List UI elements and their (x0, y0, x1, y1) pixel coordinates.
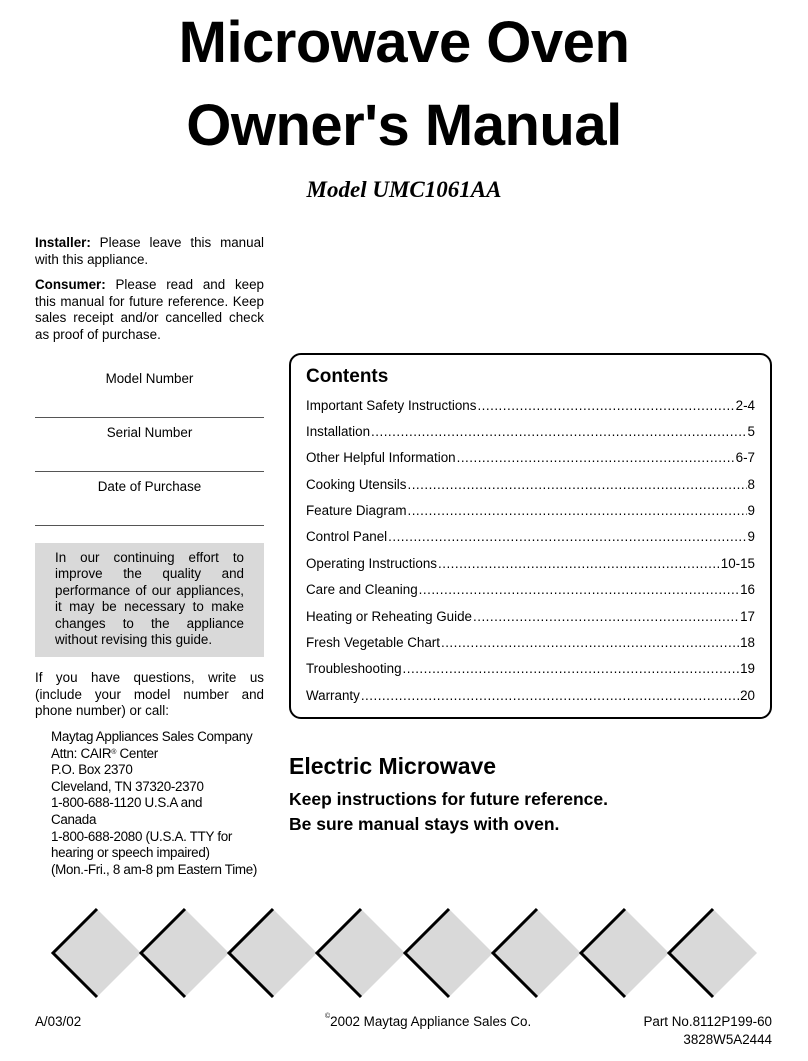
title-line-2: Owner's Manual (186, 93, 622, 158)
toc-item: Warranty ..... 20 (306, 688, 755, 706)
footer-part-number: Part No.8112P199-60 (643, 1014, 772, 1029)
diamond-icon (581, 909, 669, 997)
toc-item: Fresh Vegetable Chart ..... 18 (306, 635, 755, 653)
diamond-icon (53, 909, 141, 997)
contents-title: Contents (306, 366, 389, 387)
date-of-purchase-label: Date of Purchase (97, 479, 202, 494)
registered-mark: ® (111, 748, 117, 756)
model-number-heading: Model UMC1061AA (306, 177, 502, 202)
product-heading: Electric Microwave (289, 753, 497, 779)
serial-number-label: Serial Number (106, 425, 193, 440)
toc-item: Operating Instructions ..... 10-15 (306, 556, 755, 574)
address-line: 1-800-688-2080 (U.S.A. TTY for (51, 828, 233, 844)
consumer-text: Please read and keep this manual for future reference. Keep sales receipt and/or cancelled check as proof of purchase. (35, 277, 264, 342)
address-line: (Mon.-Fri., 8 am-8 pm Eastern Time) (51, 861, 258, 877)
toc-item: Control Panel ..... 9 (306, 529, 755, 547)
footer-code: 3828W5A2444 (683, 1032, 772, 1047)
footer-date-code: A/03/02 (35, 1014, 82, 1029)
address-line: Cleveland, TN 37320-2370 (51, 778, 204, 794)
address-line: 1-800-688-1120 U.S.A and (51, 795, 203, 811)
model-number-line (35, 417, 264, 418)
notice-box (35, 543, 264, 657)
keep-instructions-line-2: Be sure manual stays with oven. (289, 814, 560, 834)
footer-copyright: ©2002 Maytag Appliance Sales Co. (325, 1013, 532, 1029)
toc-item: Troubleshooting ..... 19 (306, 661, 755, 679)
address-line: hearing or speech impaired) (51, 845, 210, 861)
installer-text: Please leave this manual with this appliance. (35, 235, 264, 267)
questions-text: If you have questions, write us (include your model number and phone number) or call: (35, 670, 264, 719)
copyright-symbol: © (325, 1013, 331, 1020)
keep-instructions-line-1: Keep instructions for future reference. (289, 789, 608, 809)
toc-item: Other Helpful Information ..... 6-7 (306, 450, 755, 468)
address-line: Attn: CAIR® Center (51, 745, 158, 761)
toc-item: Cooking Utensils ..... 8 (306, 477, 755, 495)
date-of-purchase-line (35, 525, 264, 526)
installer-note (35, 235, 264, 268)
installer-label: Installer: (35, 235, 91, 250)
title-line-1: Microwave Oven (178, 10, 630, 75)
diamond-icon (141, 909, 229, 997)
address-line: Maytag Appliances Sales Company (51, 729, 253, 744)
toc-item: Care and Cleaning ..... 16 (306, 582, 755, 600)
address-line: P.O. Box 2370 (51, 762, 133, 778)
serial-number-line (35, 471, 264, 472)
toc-item: Installation ..... 5 (306, 424, 755, 442)
diamond-icon (317, 909, 405, 997)
diamond-icon (493, 909, 581, 997)
toc-item: Important Safety Instructions ..... 2-4 (306, 398, 755, 416)
toc-item: Feature Diagram ..... 9 (306, 503, 755, 521)
toc-item: Heating or Reheating Guide ..... 17 (306, 609, 755, 627)
consumer-label: Consumer: (35, 277, 106, 292)
model-number-label: Model Number (105, 371, 194, 386)
address-block (51, 729, 271, 878)
consumer-note (35, 277, 264, 343)
notice-text: In our continuing effort to improve the quality and performance of our appliances, it may be necessary to make changes to the appliance without revising this guide. (55, 550, 244, 648)
diamond-icon (229, 909, 317, 997)
address-line: Canada (51, 811, 97, 827)
decorative-diamond-row (0, 905, 808, 1015)
diamond-icon (405, 909, 493, 997)
diamond-icon (669, 909, 757, 997)
